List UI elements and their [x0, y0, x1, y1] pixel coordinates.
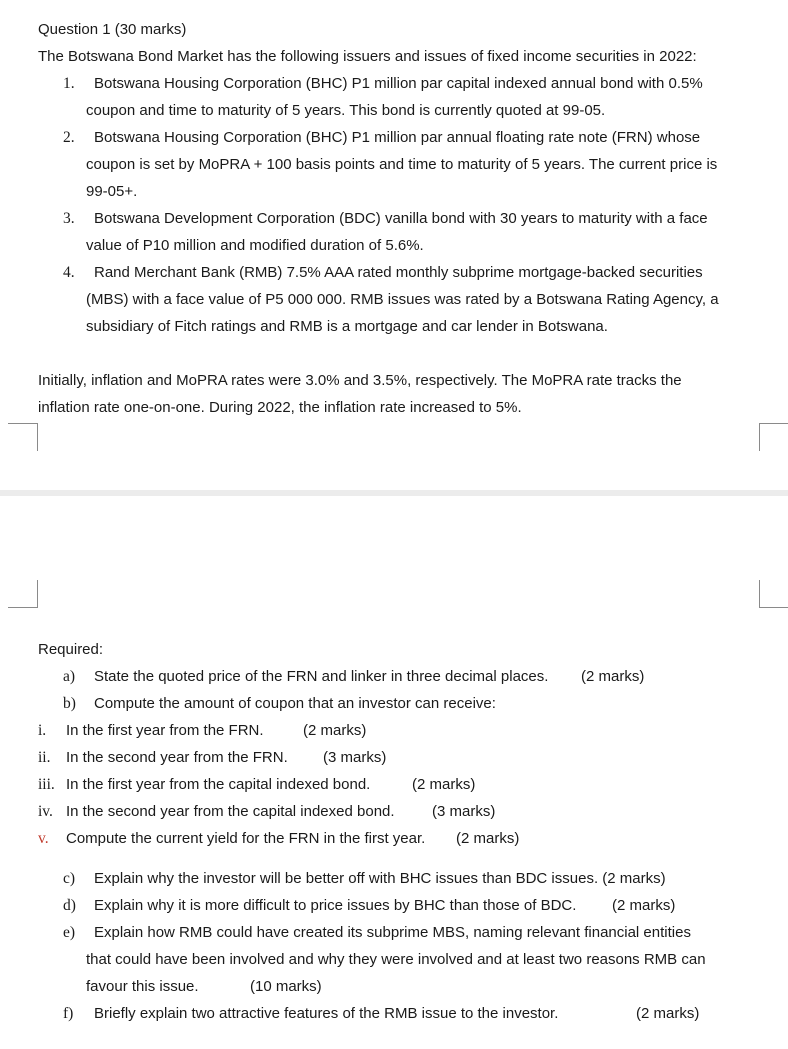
part-marks: (2 marks): [612, 897, 676, 914]
sub-marks: (3 marks): [432, 803, 496, 820]
sub-number: v.: [38, 830, 49, 847]
page-corner-mark: [8, 580, 38, 608]
sub-text: In the first year from the capital indexed bond.: [66, 776, 371, 793]
item-line: Botswana Development Corporation (BDC) vanilla bond with 30 years to maturity with a face: [94, 210, 708, 227]
page-corner-mark: [759, 423, 788, 451]
part-marks: (2 marks): [636, 1005, 700, 1022]
sub-text: In the first year from the FRN.: [66, 722, 264, 739]
sub-marks: (2 marks): [456, 830, 520, 847]
part-text: Briefly explain two attractive features of the RMB issue to the investor.: [94, 1005, 559, 1022]
sub-number: iii.: [38, 776, 55, 793]
sub-number: ii.: [38, 749, 51, 766]
part-text: State the quoted price of the FRN and linker in three decimal places.: [94, 668, 549, 685]
sub-number: iv.: [38, 803, 53, 820]
item-line: Rand Merchant Bank (RMB) 7.5% AAA rated monthly subprime mortgage-backed securities: [94, 264, 703, 281]
question-title: Question 1 (30 marks): [38, 21, 187, 38]
part-text: that could have been involved and why they were involved and at least two reasons RMB can: [86, 951, 706, 968]
item-line: subsidiary of Fitch ratings and RMB is a mortgage and car lender in Botswana.: [86, 318, 608, 335]
item-line: Botswana Housing Corporation (BHC) P1 million par capital indexed annual bond with 0.5%: [94, 75, 703, 92]
sub-marks: (2 marks): [412, 776, 476, 793]
item-line: coupon is set by MoPRA + 100 basis points and time to maturity of 5 years. The current price is: [86, 156, 718, 173]
part-label: b): [63, 695, 76, 712]
item-number: 1.: [63, 75, 75, 92]
item-line: Botswana Housing Corporation (BHC) P1 million par annual floating rate note (FRN) whose: [94, 129, 701, 146]
page-corner-mark: [8, 423, 38, 451]
context-line: Initially, inflation and MoPRA rates were 3.0% and 3.5%, respectively. The MoPRA rate tracks the: [38, 372, 682, 389]
sub-number: i.: [38, 722, 47, 739]
part-label: f): [63, 1005, 74, 1022]
part-label: a): [63, 668, 76, 685]
part-marks: (2 marks): [581, 668, 645, 685]
item-number: 4.: [63, 264, 75, 281]
sub-text: Compute the current yield for the FRN in the first year.: [66, 830, 426, 847]
question-intro: The Botswana Bond Market has the following issuers and issues of fixed income securities in 2022:: [38, 48, 697, 65]
item-line: (MBS) with a face value of P5 000 000. RMB issues was rated by a Botswana Rating Agency, a: [86, 291, 719, 308]
part-text: Explain why the investor will be better off with BHC issues than BDC issues. (2 marks): [94, 870, 666, 887]
context-line: inflation rate one-on-one. During 2022, the inflation rate increased to 5%.: [38, 399, 522, 416]
part-label: c): [63, 870, 76, 887]
sub-text: In the second year from the FRN.: [66, 749, 288, 766]
part-marks: (10 marks): [250, 978, 322, 995]
item-line: value of P10 million and modified duration of 5.6%.: [86, 237, 424, 254]
item-number: 3.: [63, 210, 75, 227]
part-text: Explain why it is more difficult to price issues by BHC than those of BDC.: [94, 897, 577, 914]
page-corner-mark: [759, 580, 788, 608]
page-lower: [0, 496, 788, 1049]
sub-marks: (3 marks): [323, 749, 387, 766]
part-text: favour this issue.: [86, 978, 199, 995]
page-upper: [0, 0, 788, 490]
item-number: 2.: [63, 129, 75, 146]
item-line: coupon and time to maturity of 5 years. This bond is currently quoted at 99-05.: [86, 102, 606, 119]
required-heading: Required:: [38, 641, 104, 658]
part-label: d): [63, 897, 76, 914]
part-label: e): [63, 924, 76, 941]
sub-text: In the second year from the capital indexed bond.: [66, 803, 395, 820]
part-text: Explain how RMB could have created its subprime MBS, naming relevant financial entities: [94, 924, 691, 941]
item-line: 99-05+.: [86, 183, 138, 200]
sub-marks: (2 marks): [303, 722, 367, 739]
part-text: Compute the amount of coupon that an investor can receive:: [94, 695, 496, 712]
